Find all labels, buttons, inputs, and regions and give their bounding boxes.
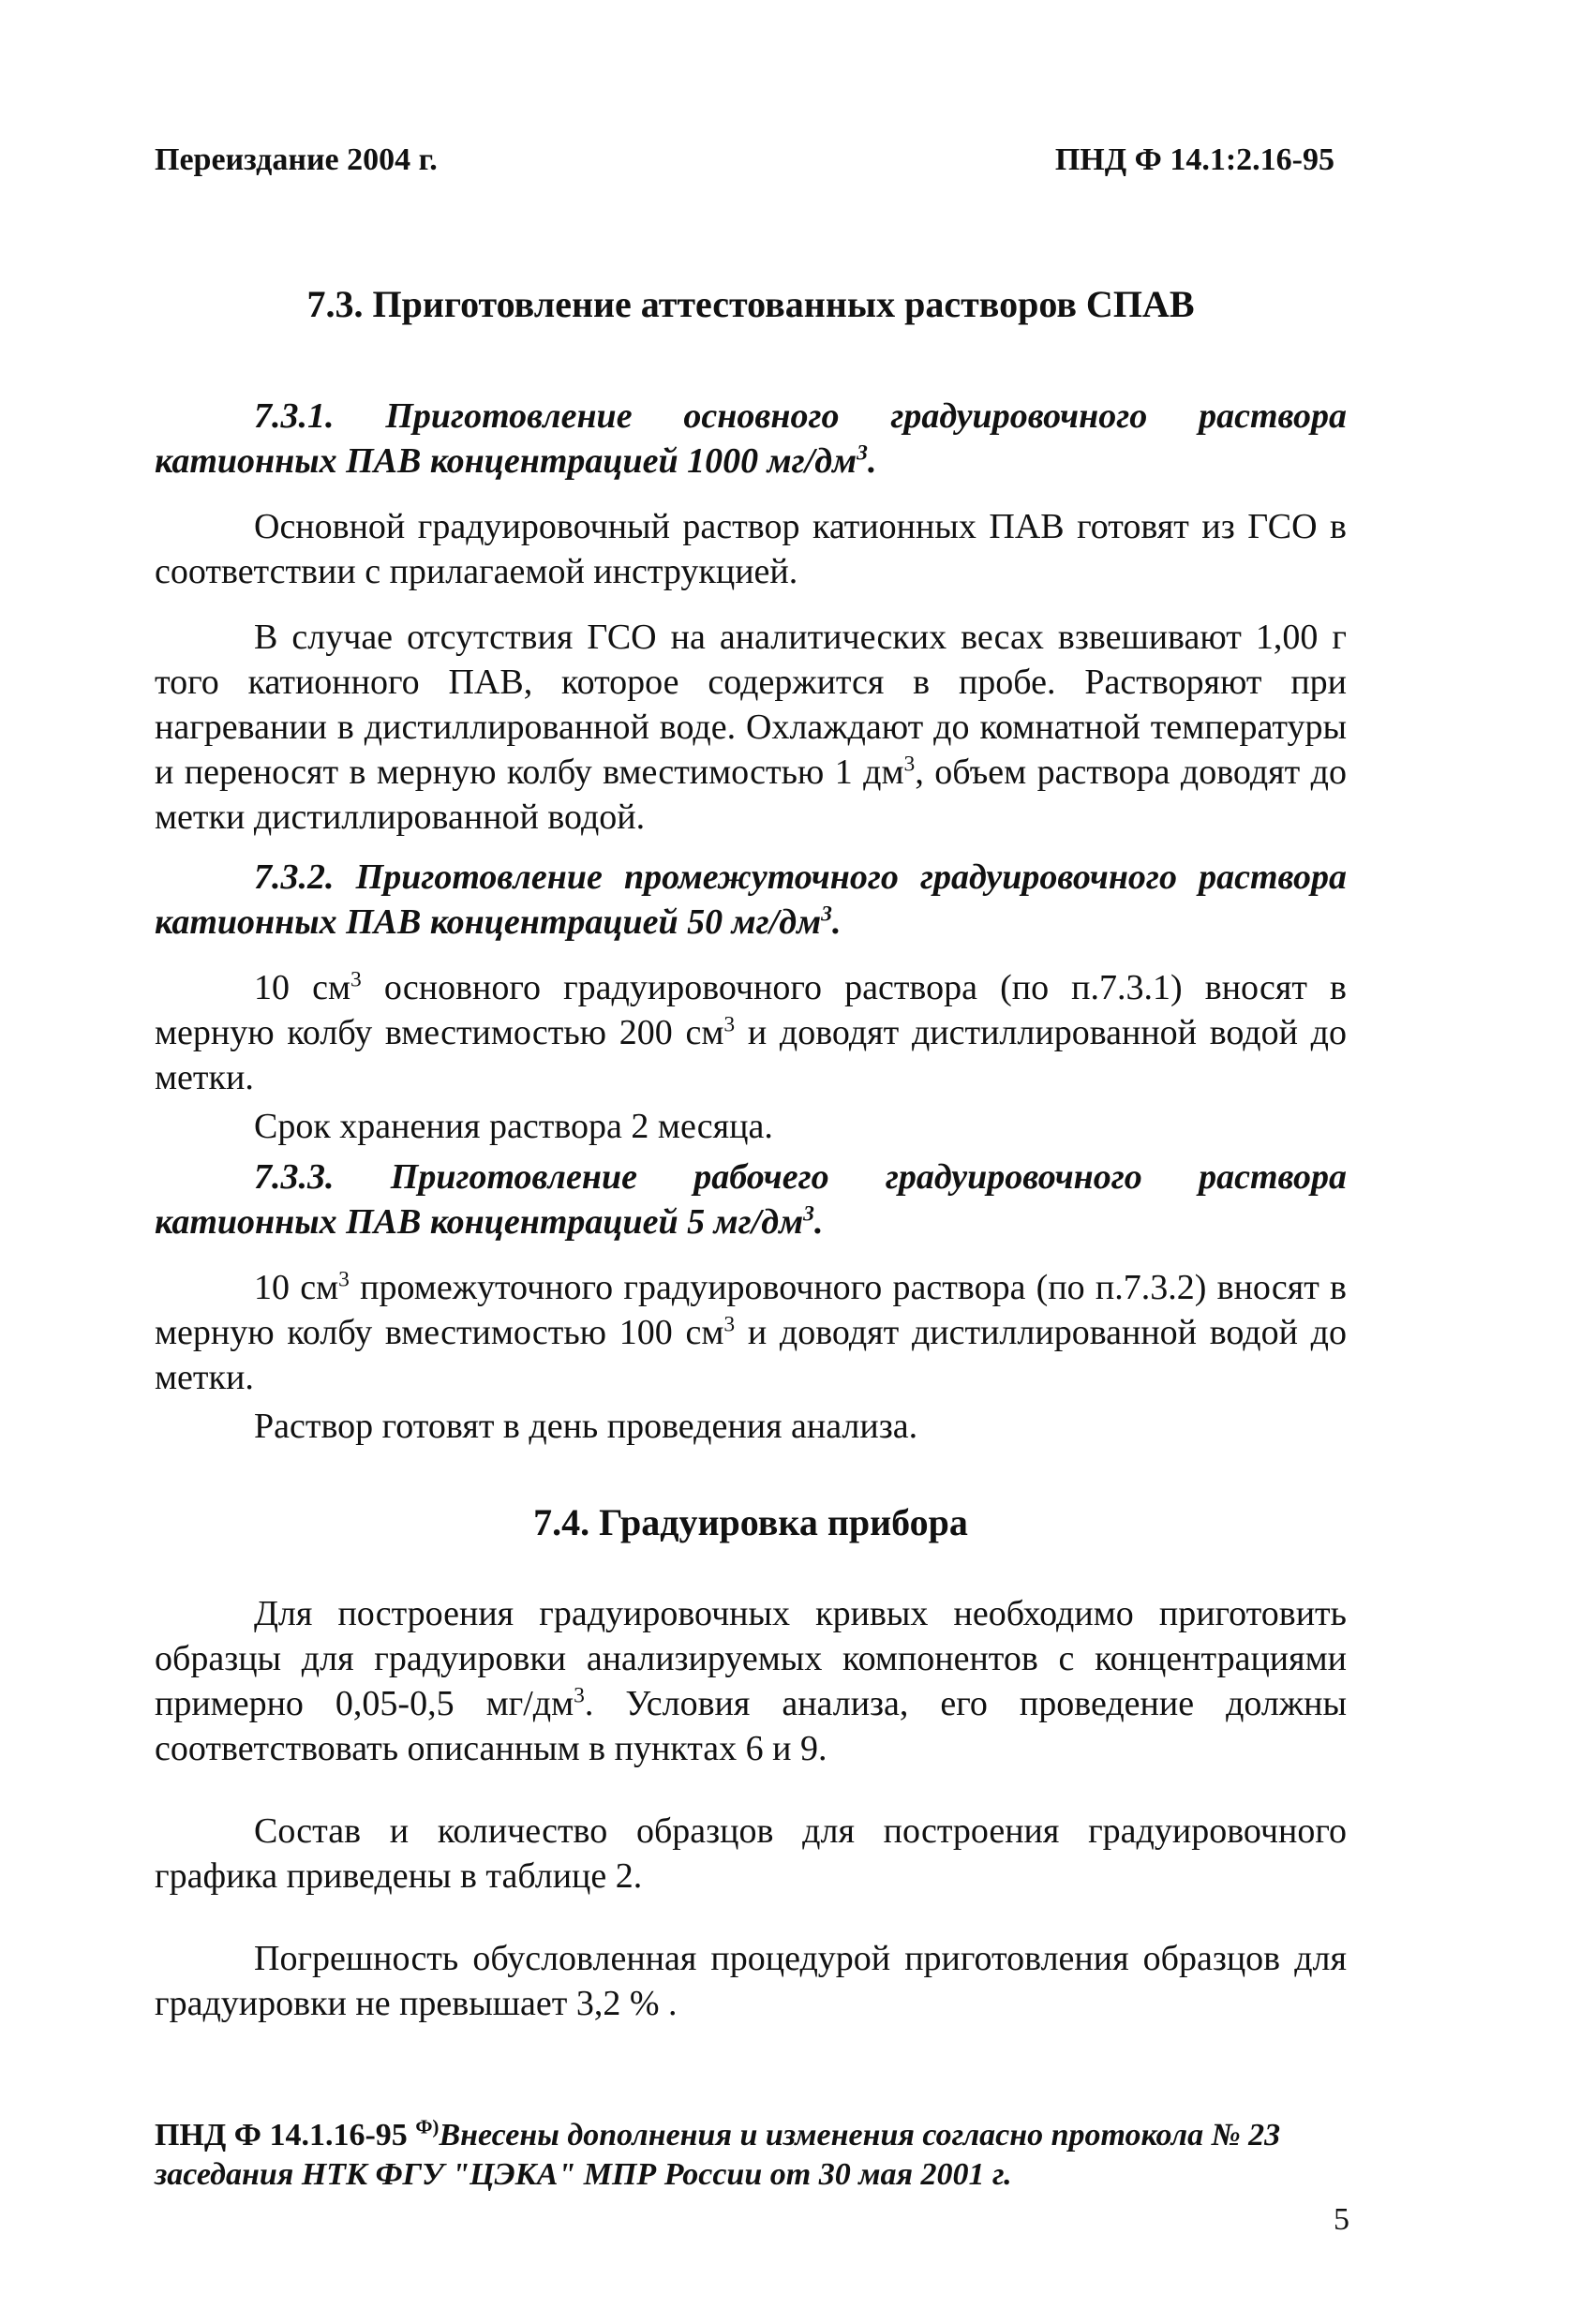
document-code: ПНД Ф 14.1:2.16-95 [1054, 142, 1334, 177]
paragraph: В случае отсутствия ГСО на аналитических весах взвешивают 1,00 г того катионного ПАВ, которое содержится в пробе. Растворяют при нагревании в дистиллированной воде. Охлаждают до комнатной температуры и переносят в мерную колбу вместимостью 1 $дм^3$, объем раствора доводят до метки дистиллированной водой. [155, 618, 1348, 837]
section-7-3-heading [155, 281, 1347, 328]
paragraph: Срок хранения раствора 2 месяца. [254, 1107, 773, 1146]
page-number: 5 [1334, 2202, 1349, 2237]
reprint-note: Переиздание 2004 г. [155, 142, 438, 177]
paragraph: Погрешность обусловленная процедурой приготовления образцов для градуировки не превышает 3,2 % . [155, 1939, 1347, 2023]
subsection-title: 7.3.2. Приготовление промежуточного градуировочного раствора катионных ПАВ концентрацией 50 $мг/дм^3$. [155, 857, 1347, 942]
subsection-title: 7.3.3. Приготовление рабочего градуировочного раствора катионных ПАВ концентрацией 5 $мг/дм^3$. [155, 1157, 1347, 1242]
paragraph: Основной градуировочный раствор катионных ПАВ готовят из ГСО в соответствии с прилагаемой инструкцией. [155, 507, 1347, 591]
subsection-7-3-1 [155, 394, 1347, 840]
footnote [155, 2116, 1347, 2195]
footnote-text: ПНД Ф 14.1.16-95 $^{Ф)}$Внесены дополнения и изменения согласно протокола № 23 заседания НТК ФГУ "ЦЭКА" МПР России от 30 мая 2001 г. [155, 2115, 1281, 2192]
subsection-7-3-3 [155, 1155, 1347, 1449]
paragraph: Раствор готовят в день проведения анализа. [254, 1407, 918, 1446]
section-title: 7.3. Приготовление аттестованных растворов СПАВ [306, 283, 1195, 325]
section-title: 7.4. Градуировка прибора [533, 1501, 968, 1543]
subsection-7-3-2 [155, 855, 1347, 1149]
paragraph: 10 $см^3$ основного градуировочного раствора (по п.7.3.1) вносят в мерную колбу вместимостью 200 $см^3$ и доводят дистиллированной водой до метки. [155, 967, 1348, 1097]
section-7-4 [155, 1499, 1347, 2026]
paragraph: Состав и количество образцов для построения градуировочного графика приведены в таблице 2. [155, 1811, 1347, 1896]
paragraph: Для построения градуировочных кривых необходимо приготовить образцы для градуировки анализируемых компонентов с концентрациями примерно 0,05-0,5 $мг/дм^3$. Условия анализа, его проведение должны соответствовать описанным в пунктах 6 и 9. [155, 1594, 1347, 1768]
paragraph: 10 $см^3$ промежуточного градуировочного раствора (по п.7.3.2) вносят в мерную колбу вместимостью 100 $см^3$ и доводят дистиллированной водой до метки. [155, 1267, 1348, 1397]
subsection-title: 7.3.1. Приготовление основного градуировочного раствора катионных ПАВ концентрацией 1000 $мг/дм^3$. [155, 396, 1347, 481]
